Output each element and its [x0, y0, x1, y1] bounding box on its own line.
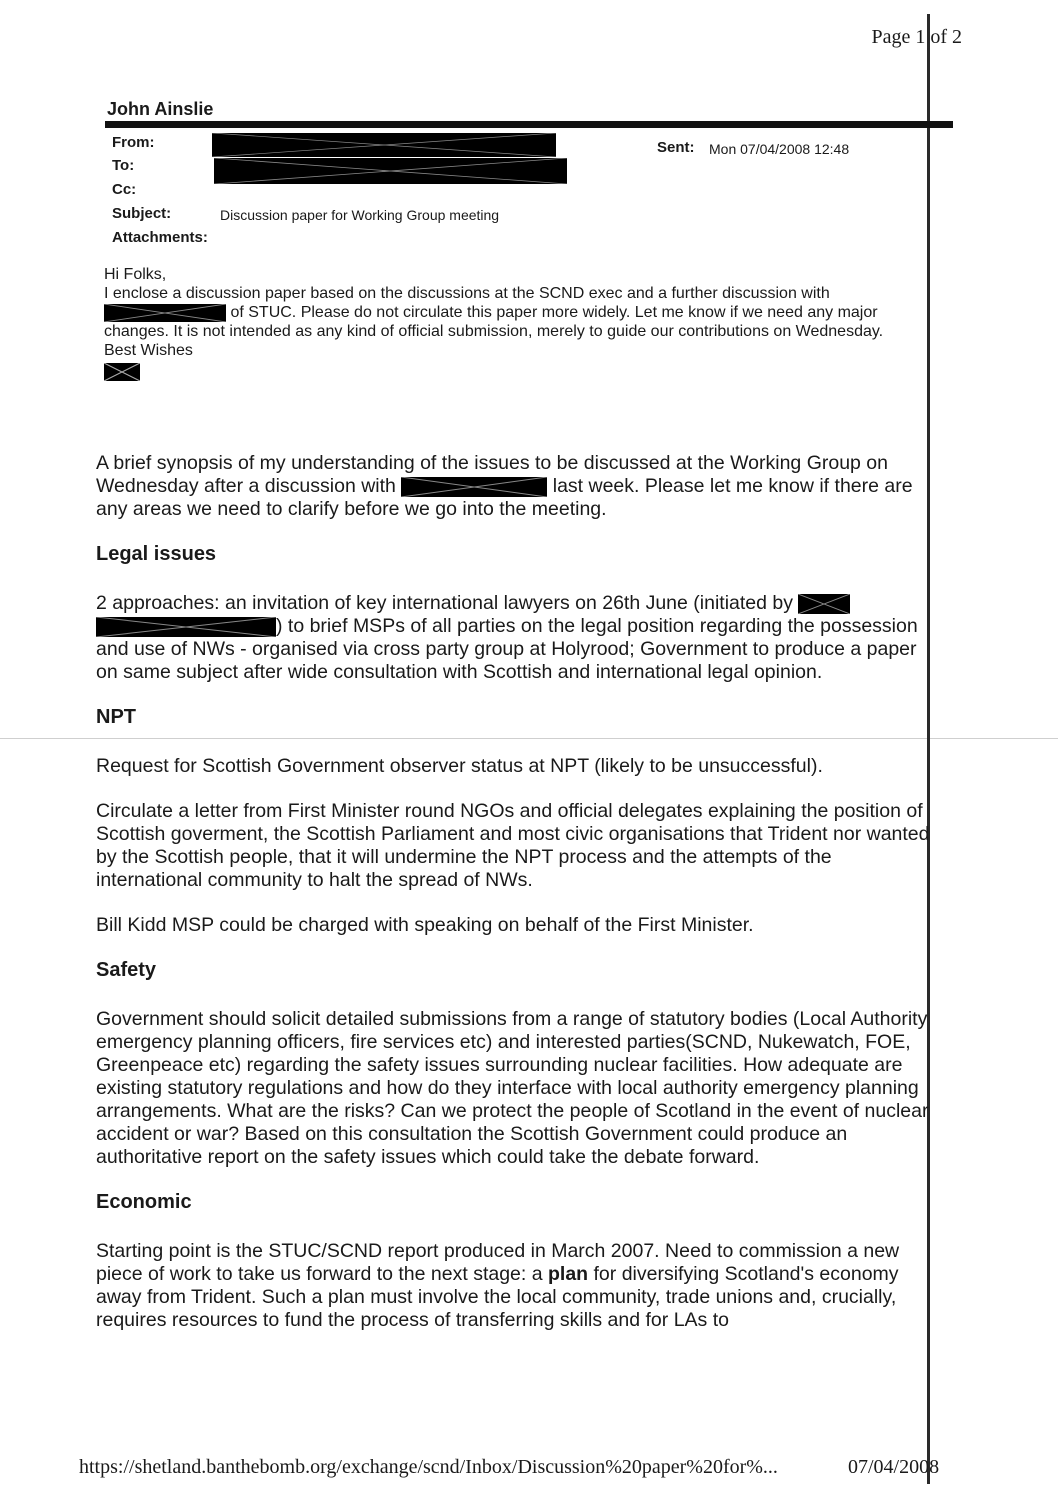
to-redaction: [214, 158, 567, 184]
sender-name: John Ainslie: [107, 99, 214, 119]
name-redaction: [104, 304, 226, 322]
sent-value: Mon 07/04/2008 12:48: [709, 141, 850, 157]
from-label: From:: [112, 134, 155, 151]
intro-paragraph: [96, 452, 934, 521]
legal-paragraph: [96, 592, 934, 684]
safety-heading: Safety: [96, 959, 157, 981]
signature-redaction: [104, 363, 140, 381]
to-label: To:: [112, 157, 135, 174]
footer-url: https://shetland.banthebomb.org/exchange/scnd/Inbox/Discussion%20paper%20for%...: [79, 1456, 778, 1478]
economic-bold-text: plan: [548, 1263, 589, 1285]
intro-text: A brief synopsis of my understanding of the issues to be discussed at the Working Group on Wednesday after a discussion with: [96, 452, 888, 497]
name-redaction: [798, 594, 850, 614]
email-text: I enclose a discussion paper based on the discussions at the SCND exec and a further discussion with: [104, 285, 830, 302]
subject-value: Discussion paper for Working Group meeting: [220, 207, 500, 223]
sent-label: Sent:: [657, 139, 695, 156]
legal-heading: Legal issues: [96, 543, 217, 565]
legal-text: 2 approaches: an invitation of key international lawyers on 26th June (initiated by: [96, 592, 794, 614]
npt-heading: NPT: [96, 706, 136, 728]
email-paragraph-1: [104, 284, 944, 341]
npt-paragraph-2: Circulate a letter from First Minister round NGOs and official delegates explaining the position of Scottish goverment, the Scottish Parliament and most civic organisations that Trident nor wanted by the Scottish people, that it will undermine the NPT process and the attempts of the international community to halt the spread of NWs.: [96, 800, 930, 891]
npt-paragraph-1: Request for Scottish Government observer status at NPT (likely to be unsuccessful).: [96, 755, 823, 777]
email-body: [104, 265, 944, 381]
economic-heading: Economic: [96, 1191, 192, 1213]
discussion-paper: [96, 452, 934, 1354]
cc-label: Cc:: [112, 181, 137, 198]
intro-text: last week. Please let me know if there are any areas we need to clarify before we go into the meeting.: [96, 475, 913, 520]
email-signoff: Best Wishes: [104, 342, 193, 359]
subject-label: Subject:: [112, 205, 172, 222]
npt-paragraph-3: Bill Kidd MSP could be charged with speaking on behalf of the First Minister.: [96, 914, 754, 936]
economic-text: Starting point is the STUC/SCND report produced in March 2007. Need to commission a new piece of work to take us forward to the next stage: a: [96, 1240, 900, 1285]
page-number: Page 1 of 2: [871, 26, 962, 48]
from-redaction: [212, 133, 556, 157]
legal-text: ) to brief MSPs of all parties on the legal position regarding the possession and use of NWs - organised via cross party group at Holyrood; Government to produce a paper on same subject after wide consultation with Scottish and international legal opinion.: [96, 615, 918, 683]
name-redaction: [96, 617, 276, 637]
attachments-label: Attachments:: [112, 229, 208, 246]
economic-paragraph: [96, 1240, 934, 1332]
header-rule: [105, 121, 953, 128]
economic-text: for diversifying Scotland's economy away from Trident. Such a plan must involve the local community, trade unions and, crucially, requires resources to fund the process of transferring skills and for LAs to: [96, 1263, 899, 1331]
safety-paragraph: Government should solicit detailed submissions from a range of statutory bodies (Local Authority emergency planning officers, fire services etc) and interested parties(SCND, Nukewatch, FOE, Greenpeace etc) regarding the safety issues surrounding nuclear facilities. How adequate are existing statutory regulations and how do they interface with local authority emergency planning arrangements. What are the risks? Can we protect the people of Scotland in the event of nuclear accident or war? Based on this consultation the Scottish Government could produce an authoritative report on the safety issues which could take the debate forward.: [96, 1008, 929, 1168]
name-redaction: [401, 477, 547, 497]
footer-date: 07/04/2008: [848, 1456, 940, 1478]
email-text: of STUC. Please do not circulate this paper more widely. Let me know if we need any major changes. It is not intended as any kind of official submission, merely to guide our contributions on Wednesday.: [104, 304, 884, 340]
email-greeting: Hi Folks,: [104, 266, 167, 283]
